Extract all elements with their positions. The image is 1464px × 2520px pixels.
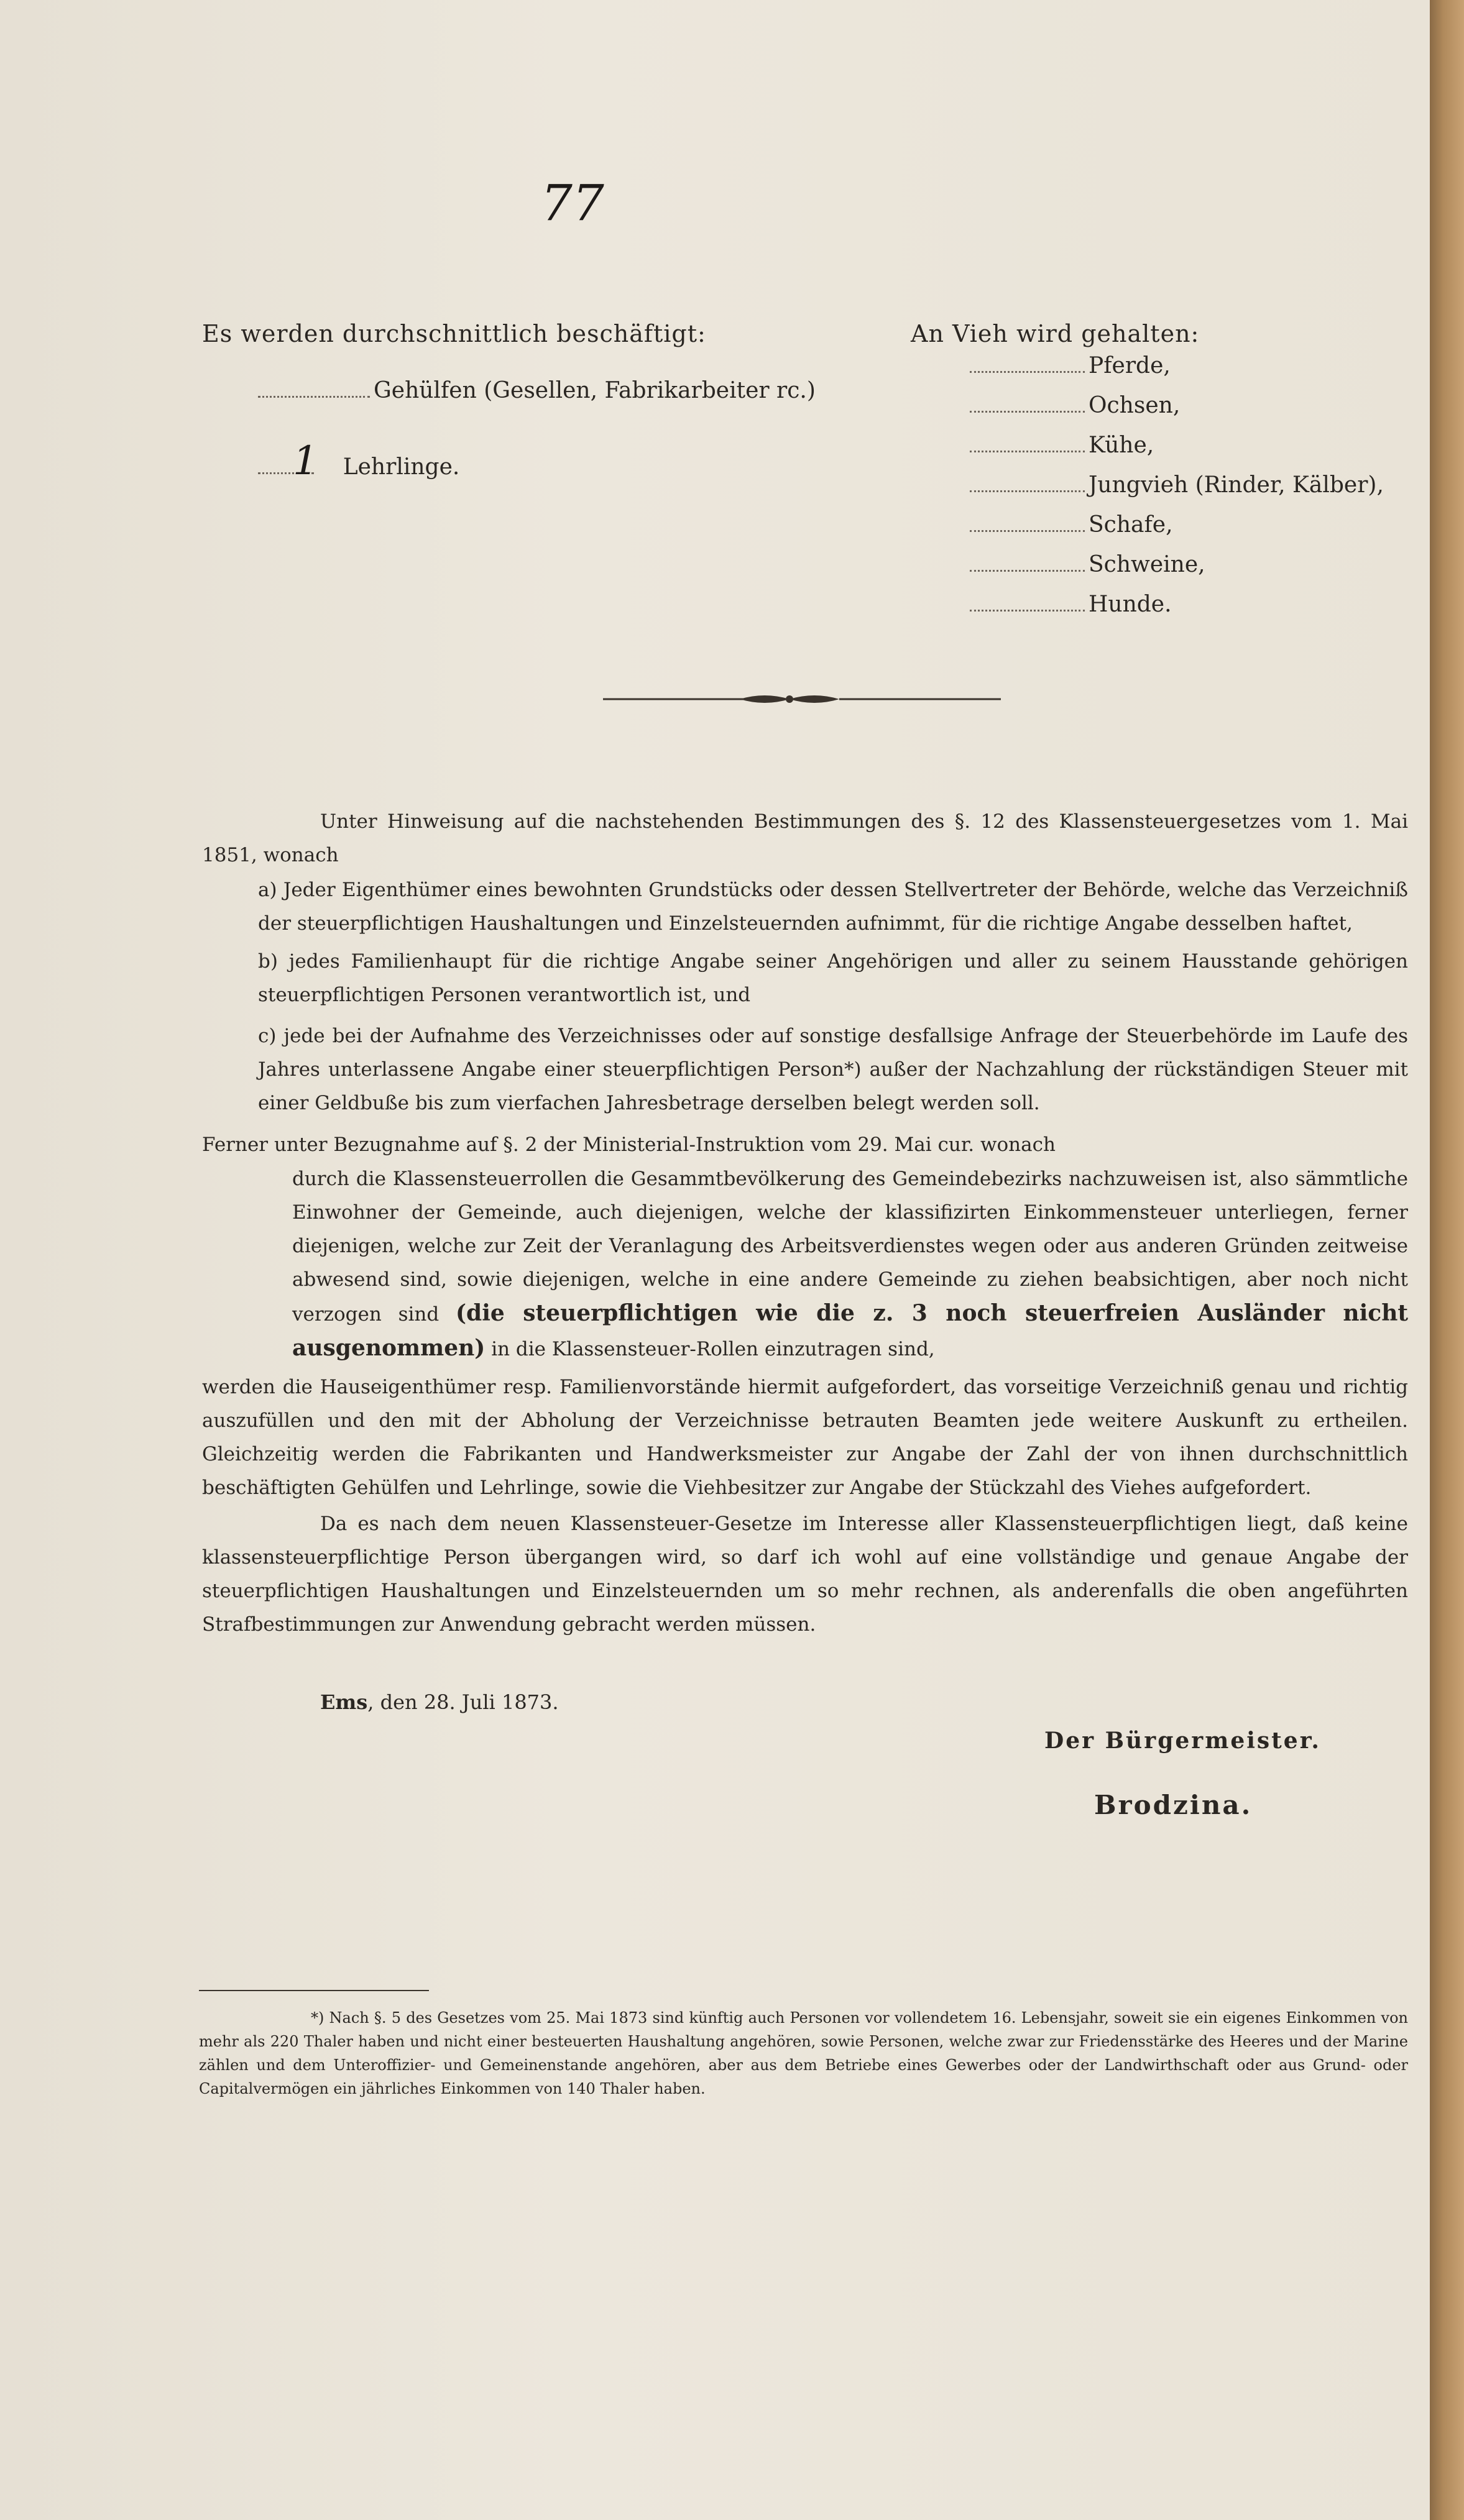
row-label: Lehrlinge. <box>343 454 460 480</box>
row-label: Gehülfen (Gesellen, Fabrikarbeiter rc.) <box>374 378 816 403</box>
werden-paragraph: werden die Hauseigenthümer resp. Familienvorstände hiermit aufgefordert, das vorseitige Verzeichniß genau und richtig auszufüllen und den mit der Abholung der Verzeichnisse betrauten Beamten jede weitere Auskunft zu ertheilen. Gleichzeitig werden die Fabrikanten und Handwerksmeister zur Angabe der Zahl der von ihnen durchschnittlich beschäftigten Gehülfen und Lehrlinge, sowie die Viehbesitzer zur Angabe der Stückzahl des Viehes aufgefordert. <box>202 1376 1408 1499</box>
livestock-row-pferde: Pferde, <box>970 353 1171 378</box>
handwritten-mark: 77 <box>541 174 604 232</box>
intro-paragraph: Unter Hinweisung auf die nachstehenden Bestimmungen des §. 12 des Klassensteuergesetzes vom 1. Mai 1851, wonach <box>202 810 1408 866</box>
livestock-row-ochsen: Ochsen, <box>970 393 1180 418</box>
entry-line <box>258 396 370 398</box>
da-paragraph: Da es nach dem neuen Klassensteuer-Gesetze im Interesse aller Klassensteuerpflichtigen liegt, daß keine klassensteuerpflichtige Person übergangen wird, so darf ich wohl auf eine vollständige und genaue Angabe der steuerpflichtigen Haushaltungen und Einzelsteuernden um so mehr rechnen, als anderenfalls die oben angeführten Strafbestimmungen zur Anwendung gebracht werden müssen. <box>202 1513 1408 1636</box>
date-line: Ems, den 28. Juli 1873. <box>320 1690 559 1714</box>
ornament-divider <box>603 687 1001 712</box>
livestock-row-hunde: Hunde. <box>970 592 1172 617</box>
workers-row-lehrlinge <box>258 438 459 484</box>
bold-emphasis: (die steuerpflichtigen wie die z. 3 noch steuerfreien Ausländer nicht ausgenommen) <box>292 1300 1408 1361</box>
signature-title: Der Bürgermeister. <box>1044 1728 1321 1754</box>
clause-c: c) jede bei der Aufnahme des Verzeichnisses oder auf sonstige desfallsige Anfrage der Steuerbehörde im Laufe des Jahres unterlassene Angabe einer steuerpflichtigen Person*) außer der Nachzahlung der rückständigen Steuer mit einer Geldbuße bis zum vierfachen Jahresbetrage derselben belegt werden soll. <box>258 1025 1408 1114</box>
footnote: *) Nach §. 5 des Gesetzes vom 25. Mai 1873 sind künftig auch Personen vor vollendetem 16. Lebensjahr, soweit sie ein eigenes Einkommen von mehr als 220 Thaler haben und nicht einer besteuerten Haushaltung angehören, sowie Personen, welche zwar zur Friedensstärke des Heeres und der Marine zählen und dem Unteroffizier- und Gemeinenstande angehören, aber aus dem Betriebe eines Gewerbes oder der Landwirthschaft oder aus Grund- oder Capitalvermögen ein jährliches Einkommen von 140 Thaler haben. <box>199 2009 1408 2097</box>
clause-b: b) jedes Familienhaupt für die richtige Angabe seiner Angehörigen und aller zu seinem Hausstande gehörigen steuerpflichtigen Personen verantwortlich ist, und <box>258 950 1408 1006</box>
livestock-row-kuehe: Kühe, <box>970 433 1154 458</box>
livestock-row-jungvieh: Jungvieh (Rinder, Kälber), <box>970 472 1384 498</box>
livestock-row-schafe: Schafe, <box>970 512 1173 538</box>
date-place: Ems <box>320 1690 368 1714</box>
footnote-rule <box>199 1990 429 1991</box>
book-edge <box>1430 0 1464 2520</box>
signature-name: Brodzina. <box>1094 1790 1253 1820</box>
clause-a: a) Jeder Eigenthümer eines bewohnten Grundstücks oder dessen Stellvertreter der Behörde, welche das Verzeichniß der steuerpflichtigen Haushaltungen und Einzelsteuernden aufnimmt, für die richtige Angabe desselben haftet, <box>258 879 1408 935</box>
livestock-title: An Vieh wird gehalten: <box>911 320 1200 347</box>
workers-title: Es werden durchschnittlich beschäftigt: <box>202 320 706 347</box>
instruction-paragraph: durch die Klassensteuerrollen die Gesammtbevölkerung des Gemeindebezirks nachzuweisen ist, also sämmtliche Einwohner der Gemeinde, auch diejenigen, welche der klassifizirten Einkommensteuer unterliegen, ferner diejenigen, welche zur Zeit der Veranlagung des Arbeitsverdienstes wegen oder aus anderen Gründen zeitweise abwesend sind, sowie diejenigen, welche in eine andere Gemeinde zu ziehen beabsichtigen, aber noch nicht verzogen sind (die steuerpflichtigen wie die z. 3 noch steuerfreien Ausländer nicht ausgenommen) in die Klassensteuer-Rollen einzutragen sind, <box>292 1168 1408 1361</box>
workers-row-gehuelfen <box>258 378 816 403</box>
ferner-paragraph: Ferner unter Bezugnahme auf §. 2 der Ministerial-Instruktion vom 29. Mai cur. wonach <box>202 1134 1056 1156</box>
handwritten-count: 1 <box>293 438 318 484</box>
livestock-row-schweine: Schweine, <box>970 552 1205 577</box>
